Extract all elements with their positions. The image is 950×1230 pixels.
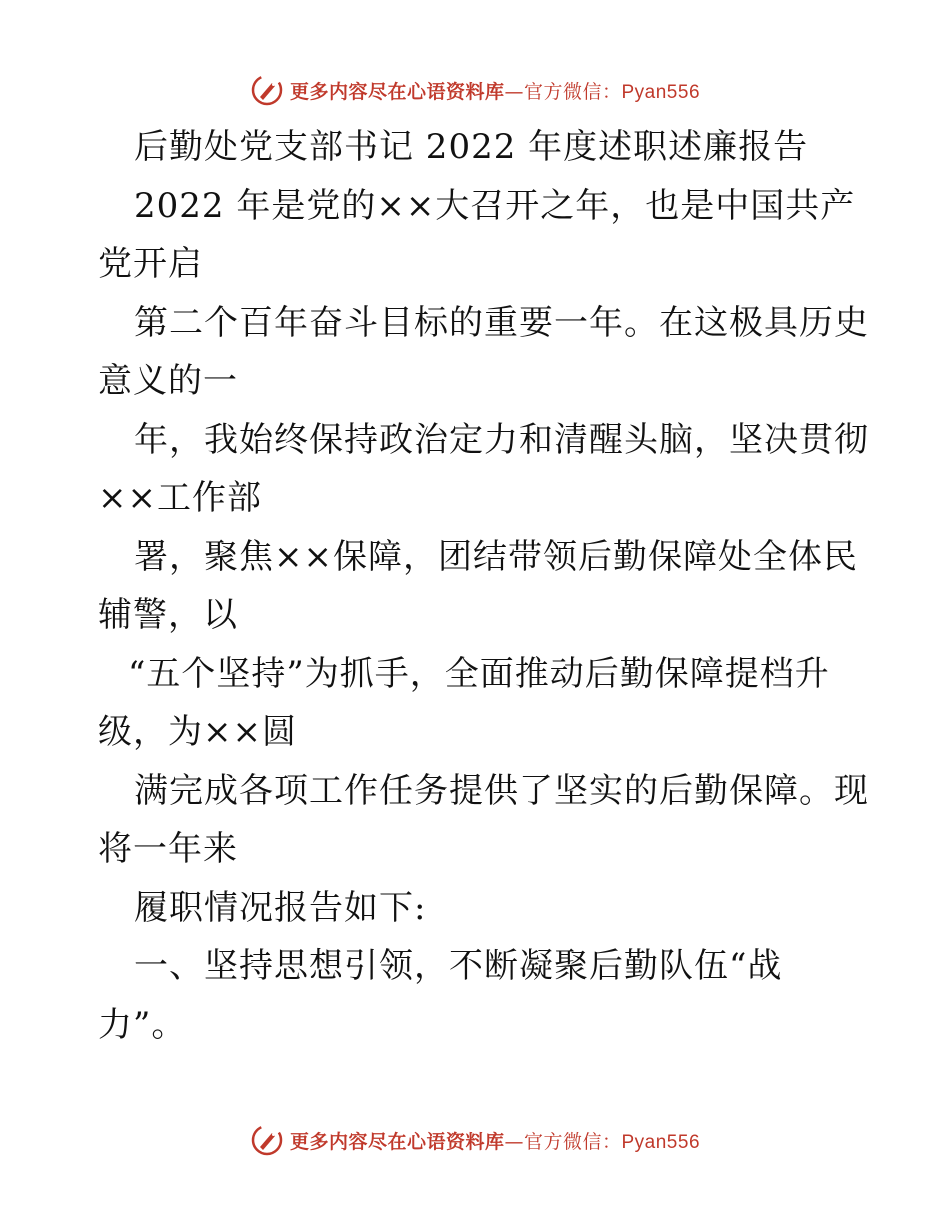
paragraph-line: 将一年来	[98, 829, 238, 869]
watermark-label: 官方微信：	[523, 1130, 622, 1153]
paragraph-line: 满完成各项工作任务提供了坚实的后勤保障。现	[134, 770, 869, 811]
paragraph-line: 党开启	[98, 244, 203, 284]
watermark-banner-bottom	[0, 1120, 950, 1160]
watermark-dash: —	[504, 80, 524, 103]
watermark-banner-top	[0, 70, 950, 110]
paragraph-line: 意义的一	[98, 361, 238, 401]
paragraph-line: 级，为××圆	[98, 712, 297, 752]
watermark-text	[290, 77, 700, 104]
document-title: 后勤处党支部书记 2022 年度述职述廉报告	[134, 127, 809, 167]
watermark-dash: —	[504, 1130, 524, 1153]
pen-nib-swirl-logo-icon	[250, 73, 284, 107]
paragraph-line: 年，我始终保持政治定力和清醒头脑，坚决贯彻	[134, 419, 869, 460]
paragraph-line: “五个坚持”为抓手，全面推动后勤保障提档升	[128, 653, 830, 694]
pen-nib-swirl-logo-icon	[250, 1123, 284, 1157]
paragraph-line: ××工作部	[98, 478, 262, 518]
paragraph-line: 辅警，以	[98, 595, 238, 635]
section-heading: 一、坚持思想引领，不断凝聚后勤队伍“战	[134, 946, 783, 986]
paragraph-line: 2022 年是党的××大召开之年，也是中国共产	[134, 185, 856, 226]
paragraph-line: 力”。	[98, 1004, 187, 1045]
watermark-lead: 更多内容尽在心语资料库	[289, 80, 505, 103]
watermark-label: 官方微信：	[523, 80, 622, 103]
watermark-account: Pyan556	[621, 1131, 701, 1153]
paragraph-line: 第二个百年奋斗目标的重要一年。在这极具历史	[134, 302, 869, 343]
paragraph-line: 履职情况报告如下:	[134, 887, 427, 928]
watermark-account: Pyan556	[621, 81, 701, 103]
paragraph-line: 署，聚焦××保障，团结带领后勤保障处全体民	[134, 536, 858, 577]
document-body	[98, 118, 869, 1054]
watermark-text	[290, 1127, 700, 1154]
watermark-lead: 更多内容尽在心语资料库	[289, 1130, 505, 1153]
